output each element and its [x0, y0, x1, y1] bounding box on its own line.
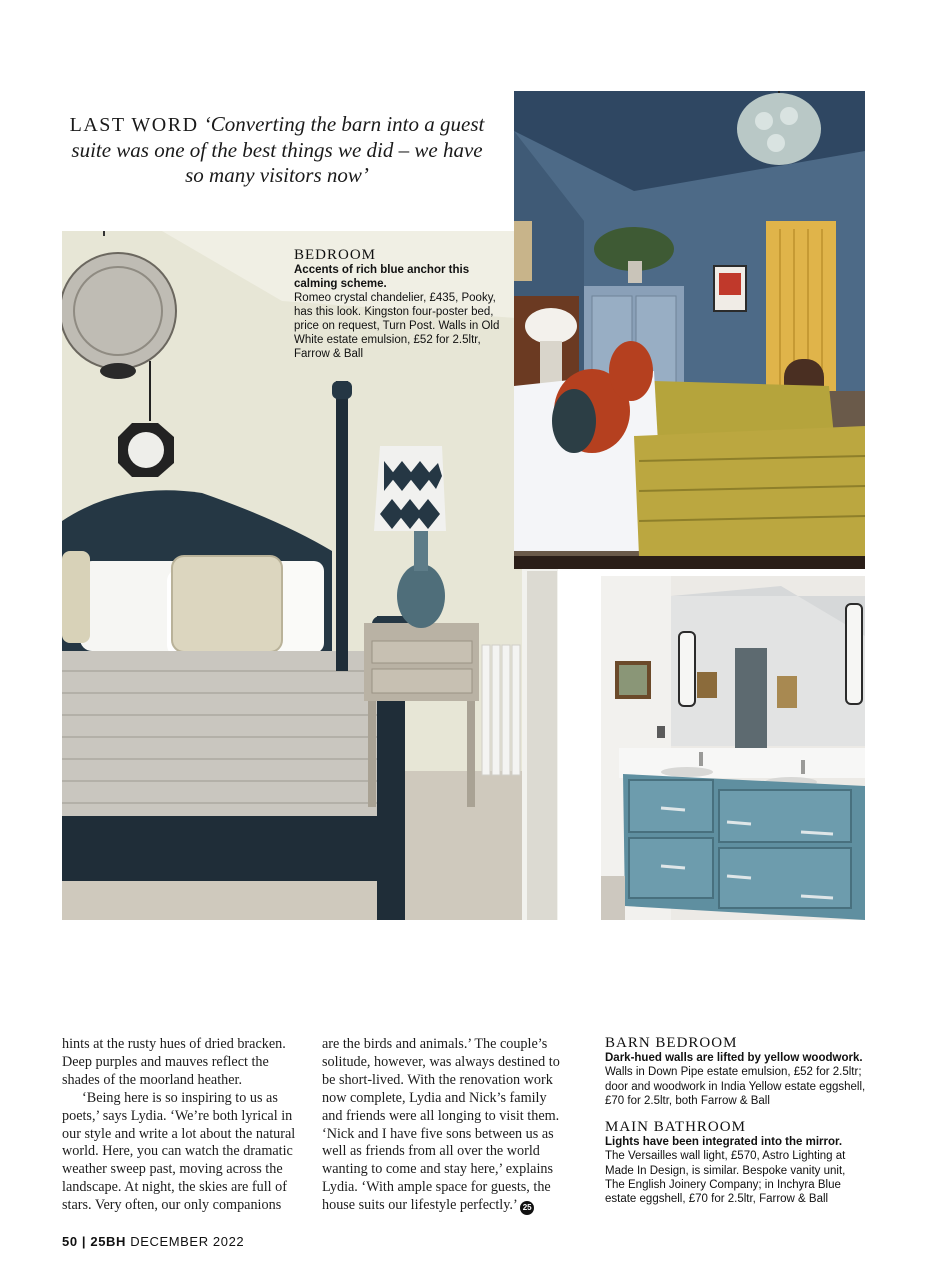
barn-bedroom-caption-subheading: Dark-hued walls are lifted by yellow woodwork.: [605, 1052, 863, 1065]
body-paragraph: hints at the rusty hues of dried bracken. Deep purples and mauves reflect the shades of the moorland heather.: [62, 1036, 286, 1088]
pull-quote-text: ‘Converting the barn into a guest suite was one of the best things we did – we have so many visitors now’: [71, 112, 485, 187]
bedroom-caption: [294, 248, 504, 361]
barn-bedroom-photo: [514, 91, 865, 569]
page-number: 50: [62, 1234, 78, 1249]
footer-separator: |: [81, 1234, 87, 1249]
bedroom-caption-heading: BEDROOM: [294, 247, 377, 263]
barn-bedroom-caption-heading: BARN BEDROOM: [605, 1035, 738, 1051]
bathroom-photo: [601, 576, 865, 920]
body-paragraph-text: are the birds and animals.’ The couple’s solitude, however, was always destined to be short-lived. With the renovation work now complete, Lydia and Nick’s family and friends were all longing to visit them. ‘Nick and I have five sons between us as well as friends from all over the world wanting to come and stay here,’ explains Lydia. ‘With ample space for guests, the house suits our lifestyle perfectly.’: [322, 1036, 560, 1214]
main-bathroom-caption: [605, 1120, 867, 1206]
end-mark-icon: 25: [520, 1201, 534, 1215]
main-bathroom-caption-heading: MAIN BATHROOM: [605, 1119, 746, 1135]
barn-bedroom-caption-body: Walls in Down Pipe estate emulsion, £52 for 2.5ltr; door and woodwork in India Yellow estate eggshell, £70 for 2.5ltr, both Farrow & Ball: [605, 1066, 866, 1107]
barn-bedroom-caption: [605, 1036, 867, 1108]
body-paragraph: ‘Being here is so inspiring to us as poets,’ says Lydia. ‘We’re both lyrical in our style and write a lot about the natural world. Here, you can watch the dramatic weather sweep past, moving across the landscape. At night, the skies are full of stars. Very often, our only companions: [62, 1089, 296, 1214]
main-bathroom-caption-subheading: Lights have been integrated into the mirror.: [605, 1136, 843, 1149]
bedroom-caption-body: Romeo crystal chandelier, £435, Pooky, has this look. Kingston four-poster bed, price on request, Turn Post. Walls in Old White estate emulsion, £52 for 2.5ltr, Farrow & Ball: [294, 292, 500, 360]
page-footer: [62, 1234, 244, 1249]
magazine-name: 25BH: [90, 1234, 126, 1249]
pull-quote: [62, 112, 492, 188]
issue-date: DECEMBER 2022: [130, 1234, 245, 1249]
pull-quote-lead: LAST WORD: [69, 114, 199, 136]
body-column-1: [62, 1036, 302, 1215]
bedroom-caption-subheading: Accents of rich blue anchor this calming scheme.: [294, 264, 470, 290]
body-paragraph: [322, 1036, 566, 1215]
main-bathroom-caption-body: The Versailles wall light, £570, Astro Lighting at Made In Design, is similar. Bespoke vanity unit, The English Joinery Company; in Inchyra Blue estate eggshell, £70 for 2.5ltr, Farrow & Ball: [605, 1150, 846, 1206]
body-column-2: [322, 1036, 566, 1215]
